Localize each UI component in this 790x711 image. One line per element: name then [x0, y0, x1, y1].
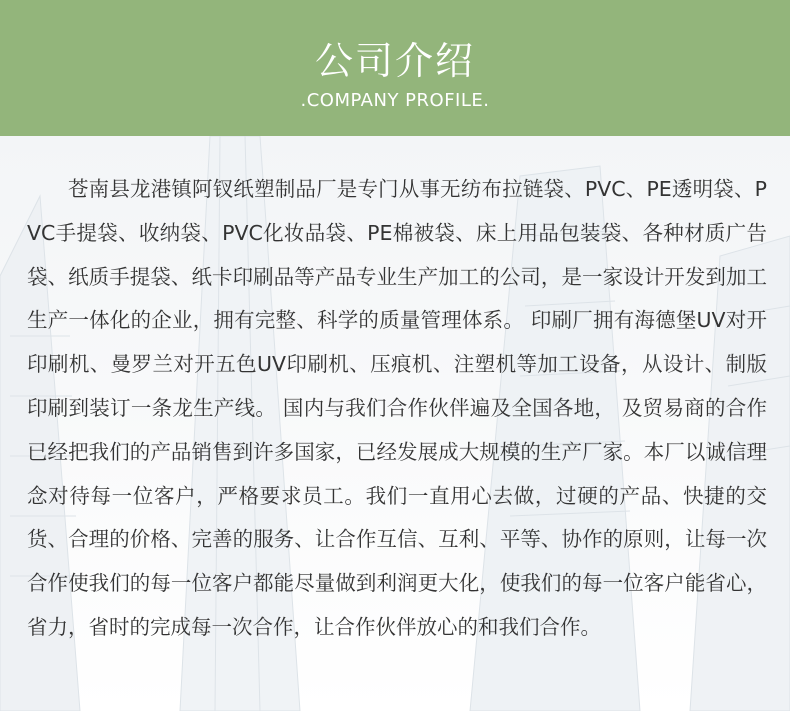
- page-subtitle: .COMPANY PROFILE.: [300, 90, 490, 111]
- header-banner: [0, 0, 790, 136]
- page-title: 公司介绍: [314, 39, 475, 83]
- content-area: [0, 136, 790, 711]
- company-profile-text: 苍南县龙港镇阿钗纸塑制品厂是专门从事无纺布拉链袋、PVC、PE透明袋、PVC手提袋、收纳袋、PVC化妆品袋、PE棉被袋、床上用品包装袋、各种材质广告袋、纸质手提袋、纸卡印刷品等产品专业生产加工的公司，是一家设计开发到加工生产一体化的企业，拥有完整、科学的质量管理体系。 印刷厂拥有海德堡UV对开印刷机、曼罗兰对开五色UV印刷机、压痕机、注塑机等加工设备，从设计、制版印刷到装订一条龙生产线。 国内与我们合作伙伴遍及全国各地， 及贸易商的合作已经把我们的产品销售到许多国家，已经发展成大规模的生产厂家。本厂以诚信理念对待每一位客户，严格要求员工。我们一直用心去做，过硬的产品、快捷的交货、合理的价格、完善的服务、让合作互信、互利、平等、协作的原则，让每一次合作使我们的每一位客户都能尽量做到利润更大化，使我们的每一位客户能省心，省力，省时的完成每一次合作，让合作伙伴放心的和我们合作。: [27, 177, 767, 639]
